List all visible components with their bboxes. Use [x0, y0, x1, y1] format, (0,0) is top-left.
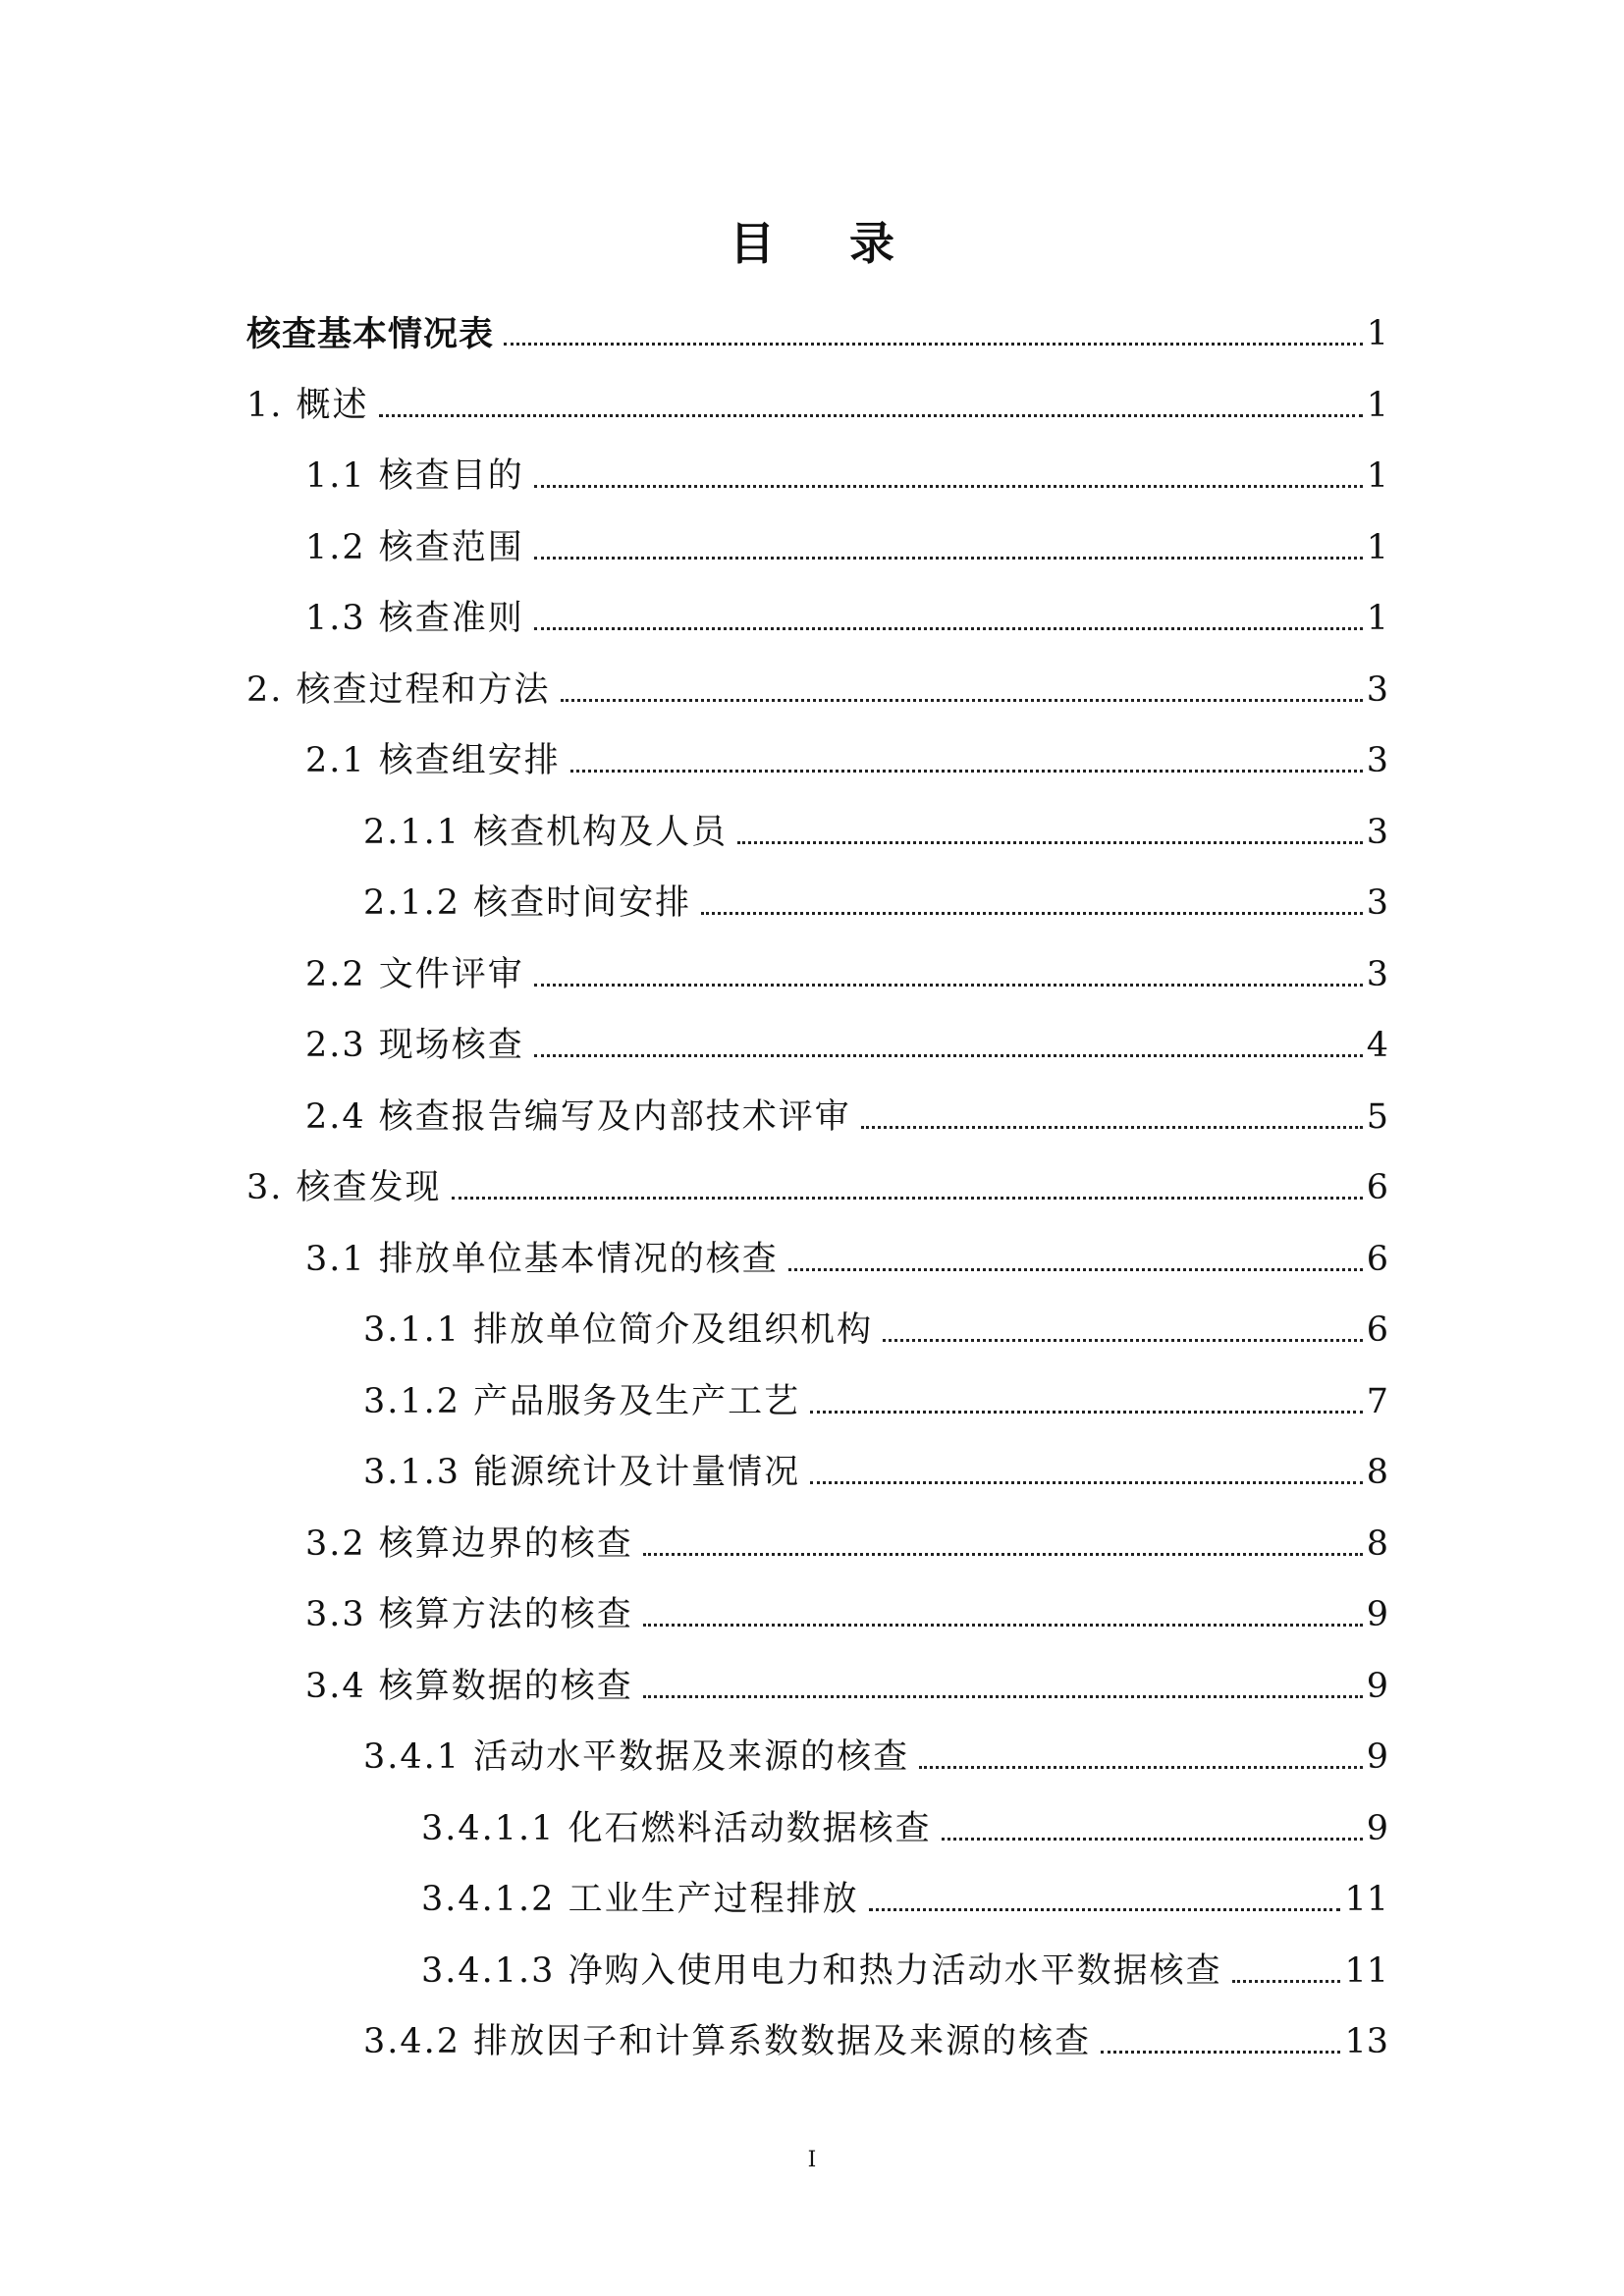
toc-entry-page: 6: [1366, 1168, 1388, 1207]
toc-entry[interactable]: [363, 1439, 1388, 1490]
dot-leader: [883, 1339, 1363, 1342]
dot-leader: [534, 984, 1363, 987]
toc-entry[interactable]: [305, 1511, 1388, 1562]
toc-entry-label: 3.2 核算边界的核查: [305, 1523, 633, 1564]
toc-entry-page: 3: [1366, 883, 1388, 923]
toc-entry-page: 9: [1366, 1808, 1388, 1848]
dot-leader: [869, 1908, 1341, 1911]
toc-entry-page: 5: [1366, 1096, 1388, 1137]
dot-leader: [570, 770, 1363, 773]
toc-entry[interactable]: [246, 300, 1388, 354]
toc-entry-label: 3.4.1 活动水平数据及来源的核查: [363, 1737, 910, 1777]
toc-entry-page: 3: [1366, 812, 1388, 852]
dot-leader: [379, 414, 1363, 417]
toc-entry-label: 2.3 现场核查: [305, 1026, 524, 1065]
dot-leader: [810, 1481, 1363, 1484]
dot-leader: [534, 627, 1363, 630]
toc-entry-page: 8: [1366, 1453, 1388, 1492]
toc-entry-page: 1: [1366, 385, 1388, 425]
toc-entry-page: 4: [1366, 1026, 1388, 1065]
toc-entry-label: 2.4 核查报告编写及内部技术评审: [305, 1096, 851, 1137]
toc-entry-label: 2.1.1 核查机构及人员: [363, 812, 729, 852]
toc-entry-label: 1.3 核查准则: [305, 599, 524, 638]
toc-entry-page: 1: [1366, 456, 1388, 496]
toc-entry[interactable]: [363, 1297, 1388, 1348]
toc-entry-label: 3.3 核算方法的核查: [305, 1595, 633, 1634]
toc-entry-page: 11: [1344, 1950, 1388, 1991]
toc-entry-label: 3.4.1.1 化石燃料活动数据核查: [421, 1808, 932, 1848]
toc-entry-page: 9: [1366, 1666, 1388, 1706]
toc-entry-label: 3.1.3 能源统计及计量情况: [363, 1453, 801, 1492]
toc-entry-label: 1.1 核查目的: [305, 456, 524, 496]
dot-leader: [643, 1624, 1363, 1627]
toc-entry-label: 2.1.2 核查时间安排: [363, 883, 692, 923]
toc-entry-page: 3: [1366, 954, 1388, 994]
dot-leader: [919, 1766, 1363, 1769]
dot-leader: [1101, 2051, 1340, 2054]
dot-leader: [942, 1838, 1363, 1841]
dot-leader: [534, 1054, 1363, 1057]
toc-entry-page: 13: [1344, 2022, 1388, 2061]
toc-entry-page: 1: [1366, 527, 1388, 567]
toc-entry-page: 1: [1366, 314, 1388, 353]
toc-entry-page: 3: [1366, 669, 1388, 710]
toc-entry[interactable]: [421, 1866, 1388, 1917]
dot-leader: [534, 557, 1363, 560]
toc-entry[interactable]: [421, 1938, 1388, 1989]
toc-entry-page: 11: [1344, 1880, 1388, 1919]
toc-entry[interactable]: [363, 1368, 1388, 1419]
dot-leader: [788, 1268, 1363, 1271]
toc-entry[interactable]: [305, 1653, 1388, 1704]
dot-leader: [643, 1553, 1363, 1556]
page-number: I: [807, 2148, 817, 2172]
toc-entry-label: 3.4.1.2 工业生产过程排放: [421, 1880, 859, 1919]
toc-entry-page: 8: [1366, 1523, 1388, 1564]
toc-entry[interactable]: [246, 1154, 1388, 1205]
toc-entry[interactable]: [363, 2008, 1388, 2059]
toc-entry[interactable]: [363, 799, 1388, 850]
dot-leader: [561, 699, 1363, 702]
toc-entry-label: 3.4.2 排放因子和计算系数数据及来源的核查: [363, 2022, 1092, 2061]
dot-leader: [504, 343, 1363, 346]
toc-entry[interactable]: [305, 1226, 1388, 1277]
dot-leader: [861, 1126, 1363, 1129]
dot-leader: [1232, 1980, 1341, 1983]
toc-entry-label: 3.1 排放单位基本情况的核查: [305, 1239, 779, 1279]
dot-leader: [534, 485, 1363, 488]
toc-entry[interactable]: [305, 941, 1388, 992]
toc-entry-label: 3.1.2 产品服务及生产工艺: [363, 1381, 801, 1421]
dot-leader: [737, 841, 1363, 844]
toc-entry-page: 6: [1366, 1310, 1388, 1350]
toc-entry-label: 3.1.1 排放单位简介及组织机构: [363, 1310, 874, 1350]
toc-entry[interactable]: [305, 443, 1388, 494]
toc-entry[interactable]: [305, 1581, 1388, 1632]
toc-entry-page: 7: [1366, 1381, 1388, 1421]
toc-entry[interactable]: [363, 870, 1388, 921]
toc-entry-label: 3.4.1.3 净购入使用电力和热力活动水平数据核查: [421, 1950, 1222, 1991]
toc-entry-label: 3.4 核算数据的核查: [305, 1666, 633, 1706]
toc-entry-page: 9: [1366, 1737, 1388, 1777]
toc-entry-page: 6: [1366, 1239, 1388, 1279]
dot-leader: [701, 912, 1363, 915]
toc-entry-label: 2. 核查过程和方法: [246, 669, 551, 710]
toc-entry[interactable]: [305, 1084, 1388, 1135]
dot-leader: [452, 1197, 1363, 1200]
toc-entry-label: 核查基本情况表: [246, 314, 495, 354]
toc-entry-page: 9: [1366, 1595, 1388, 1634]
toc-entry[interactable]: [305, 585, 1388, 636]
toc-entry[interactable]: [246, 657, 1388, 708]
toc-entry-page: 1: [1366, 599, 1388, 638]
toc-title: 目 录: [729, 217, 924, 270]
toc-entry-label: 2.1 核查组安排: [305, 741, 561, 780]
toc-entry-label: 2.2 文件评审: [305, 954, 524, 994]
toc-entry-label: 3. 核查发现: [246, 1168, 442, 1207]
toc-entry-label: 1. 概述: [246, 385, 369, 425]
toc-entry[interactable]: [305, 514, 1388, 565]
toc-entry-page: 3: [1366, 741, 1388, 780]
toc-entry[interactable]: [305, 727, 1388, 778]
dot-leader: [810, 1411, 1363, 1414]
dot-leader: [643, 1695, 1363, 1698]
toc-entry-label: 1.2 核查范围: [305, 527, 524, 567]
toc-entry[interactable]: [305, 1012, 1388, 1063]
toc-entry[interactable]: [363, 1724, 1388, 1775]
toc-entry[interactable]: [246, 372, 1388, 423]
toc-entry[interactable]: [421, 1795, 1388, 1846]
